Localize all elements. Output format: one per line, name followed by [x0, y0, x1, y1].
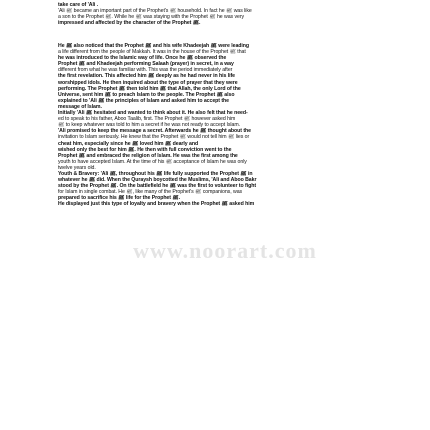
text-line: different from what he was familiar with. This was the period immediately after — [58, 67, 233, 74]
watermark: www.noorart.com — [133, 238, 317, 263]
text-line: take care of 'Ali . — [58, 2, 99, 8]
text-line: He displayed just this type of loyalty and bravery when the Prophet ﷺ asked him — [58, 201, 255, 208]
text-line: he was introduced to the Islamic way of life. Once he ﷺ observed the — [58, 55, 227, 62]
text-line: youth to have accepted Islam. At the time of his ﷺ acceptance of Islam he was only — [58, 158, 247, 165]
text-line: Universe, sent him ﷺ to preach Islam to the people. The Prophet ﷺ also — [58, 91, 235, 98]
text-line: impressed and affected by the character of the Prophet ﷺ. — [58, 20, 201, 27]
text-line: invitation to Islam seriously. He knew that the Prophet ﷺ would not tell him ﷺ lies or — [58, 134, 250, 141]
text-line: twelve years old. — [58, 164, 96, 171]
text-line: the first revelation. This affected him ﷺ deeply as he had never in his life — [58, 73, 236, 80]
text-line: explained to 'Ali ﷺ the principles of Islam and asked him to accept the — [58, 97, 229, 104]
text-line: 'Ali promised to keep the message a secret. Afterwards he ﷺ thought about the — [58, 128, 251, 135]
text-line: a life different from the people of Makkah. It was in the house of the Prophet ﷺ that — [58, 49, 246, 56]
text-line: message of Islam. — [58, 103, 102, 110]
text-line: Prophet ﷺ and Khadeejah performing Salaah (prayer) in secret, in a way — [58, 61, 234, 68]
text-line: He ﷺ also noticed that the Prophet ﷺ and his wife Khadeejah ﷺ were leading — [58, 43, 250, 49]
text-line: ed to speak to his father, Aboo Taalib, first. The Prophet ﷺ however asked him — [58, 116, 236, 123]
text-line: worshipped idols. He then inquired about the type of prayer that they were — [58, 79, 238, 86]
text-line: prepared to sacrifice his ﷺ life for the Prophet ﷺ. — [58, 195, 181, 202]
text-line: performing. The Prophet ﷺ then told him ﷺ that Allah, the only Lord of the — [58, 85, 241, 92]
text-line: Youth & Bravery: 'Ali ﷺ, throughout his ﷺ life fully supported the Prophet ﷺ in — [58, 170, 253, 177]
text-line: 'Ali ﷺ became an important part of the Prophet's ﷺ household. In fact he ﷺ was like — [58, 8, 252, 15]
text-line: Prophet ﷺ and embraced the religion of Islam. He was the first among the — [58, 152, 238, 159]
text-line: ﷺ to keep whatever was told to him a secret if he was not ready to accept Islam. — [58, 122, 241, 129]
text-line: whatever he ﷺ did. When the Quraysh boycotted the Muslims, 'Ali and Aboo Bakr — [58, 177, 257, 184]
text-line: a son to the Prophet ﷺ. While he ﷺ was staying with the Prophet ﷺ he was very — [58, 14, 245, 21]
paragraph-household — [58, 2, 393, 26]
text-line: for Islam in single combat. He ﷺ, like many of the Prophet's ﷺ companions, was — [58, 189, 243, 196]
text-line: cheat him, especially since he ﷺ loved him ﷺ dearly and — [58, 140, 199, 147]
text-line: wished only the best for him ﷺ. He then with full conviction went to the — [58, 146, 232, 153]
text-line: stood by the Prophet ﷺ. On the battlefield he ﷺ was the first to volunteer to fight — [58, 183, 257, 190]
text-line: Initially 'Ali ﷺ hesitated and wanted to think about it. He also felt that he need- — [58, 110, 248, 117]
paragraph-acceptance-of-islam — [58, 43, 393, 208]
